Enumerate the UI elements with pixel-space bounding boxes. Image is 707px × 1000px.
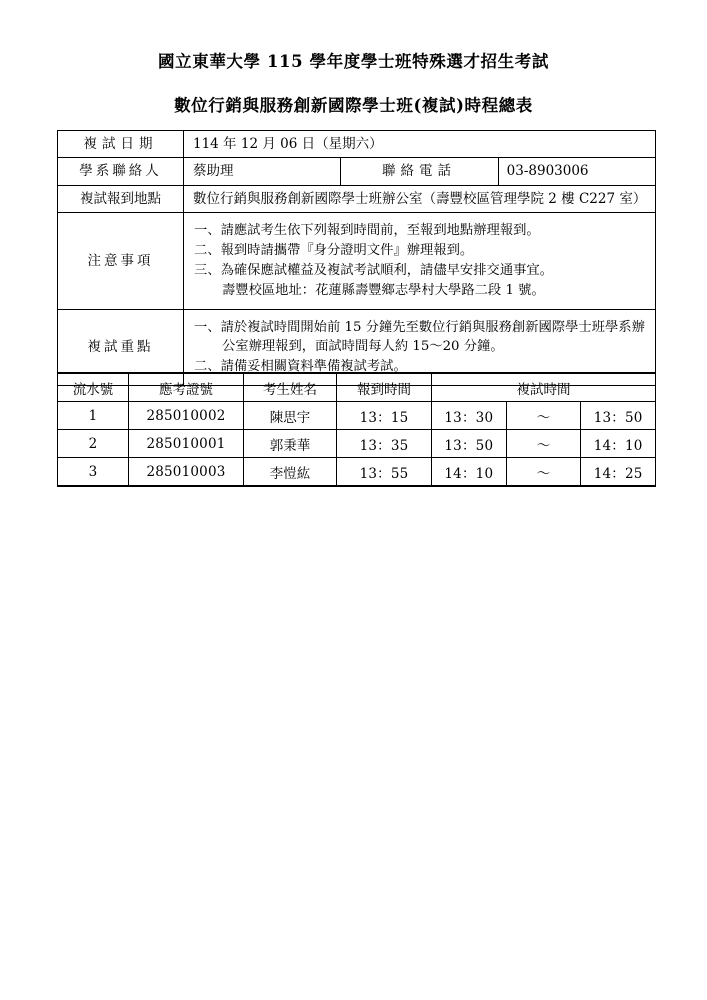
date-value: 114 年 12 月 06 日（星期六）: [184, 131, 656, 158]
notes-label: 注意事項: [58, 212, 184, 309]
info-row-location: [58, 185, 656, 212]
cell-seq: 2: [58, 430, 129, 458]
key-points-line-1: 一、請於複試時間開始前 15 分鐘先至數位行銷與服務創新國際學士班學系辦: [194, 319, 645, 335]
notes-value: [184, 212, 656, 309]
cell-range-separator: ～: [506, 402, 581, 430]
candidate-table: [57, 372, 656, 487]
table-row: [58, 458, 656, 487]
info-table-wrapper: [57, 130, 656, 386]
notes-line-1: 一、請應試考生依下列報到時間前，至報到地點辦理報到。: [194, 222, 540, 238]
cell-interview-start: 13：30: [432, 402, 507, 430]
info-row-contact: [58, 158, 656, 185]
cell-check-in: 13：35: [337, 430, 432, 458]
phone-label: 聯絡電話: [341, 158, 498, 185]
cell-name: 郭秉華: [244, 430, 337, 458]
cell-exam-no: 285010002: [129, 402, 244, 430]
phone-value: 03-8903006: [498, 158, 655, 185]
notes-line-2: 二、報到時請攜帶『身分證明文件』辦理報到。: [194, 242, 474, 258]
cell-interview-end: 13：50: [581, 402, 656, 430]
table-row: [58, 430, 656, 458]
cell-seq: 1: [58, 402, 129, 430]
key-points-line-3: 二、請備妥相關資料準備複試考試。: [194, 359, 407, 375]
cell-check-in: 13：55: [337, 458, 432, 487]
notes-line-4: 壽豐校區地址：花蓮縣壽豐鄉志學村大學路二段 1 號。: [222, 282, 545, 298]
header-exam-no: 應考證號: [129, 373, 244, 402]
cell-check-in: 13：15: [337, 402, 432, 430]
candidate-table-wrapper: [57, 372, 656, 487]
cell-exam-no: 285010003: [129, 458, 244, 487]
notes-line-3: 三、為確保應試權益及複試考試順利，請儘早安排交通事宜。: [194, 262, 554, 278]
info-row-notes: [58, 212, 656, 309]
candidate-table-body: [58, 402, 656, 487]
info-row-date: [58, 131, 656, 158]
cell-range-separator: ～: [506, 458, 581, 487]
table-row: [58, 402, 656, 430]
cell-interview-start: 13：50: [432, 430, 507, 458]
cell-exam-no: 285010001: [129, 430, 244, 458]
header-interview-time: 複試時間: [432, 373, 656, 402]
candidate-header-row: [58, 373, 656, 402]
key-points-line-2: 公室辦理報到，面試時間每人約 15～20 分鐘。: [222, 339, 504, 355]
document-title: 國立東華大學 115 學年度學士班特殊選才招生考試: [158, 52, 549, 71]
cell-range-separator: ～: [506, 430, 581, 458]
cell-name: 李愷紘: [244, 458, 337, 487]
document-subtitle: 數位行銷與服務創新國際學士班(複試)時程總表: [174, 95, 533, 115]
date-label: 複試日期: [58, 131, 184, 158]
cell-interview-end: 14：10: [581, 430, 656, 458]
contact-label: 學系聯絡人: [58, 158, 184, 185]
key-points-label: 複試重點: [58, 309, 184, 386]
header-check-in: 報到時間: [337, 373, 432, 402]
header-seq: 流水號: [58, 373, 129, 402]
cell-seq: 3: [58, 458, 129, 487]
cell-interview-end: 14：25: [581, 458, 656, 487]
contact-value: 蔡助理: [184, 158, 341, 185]
cell-name: 陳思宇: [244, 402, 337, 430]
header-name: 考生姓名: [244, 373, 337, 402]
cell-interview-start: 14：10: [432, 458, 507, 487]
title-block: [0, 0, 707, 116]
location-value: 數位行銷與服務創新國際學士班辦公室（壽豐校區管理學院 2 樓 C227 室）: [184, 185, 656, 212]
info-table: [57, 130, 656, 386]
location-label: 複試報到地點: [58, 185, 184, 212]
